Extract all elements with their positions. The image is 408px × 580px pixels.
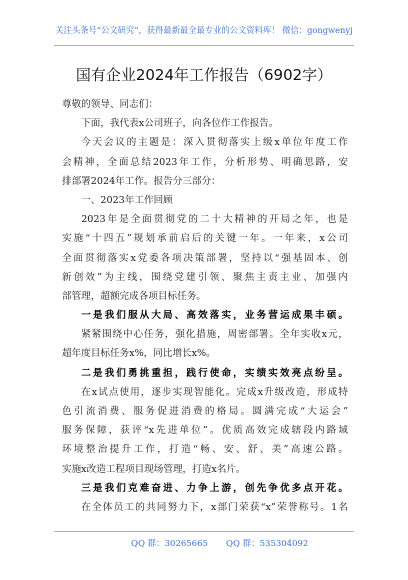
paragraph-line: 全面贯彻落实x党委各项决策部署，坚持以“强基固本、创 — [62, 252, 348, 264]
paragraph-line: 色引流消费、服务促进消费的格局。圆满完成“大运会” — [62, 406, 348, 417]
paragraph-line: 环境整治提升工作，打造“畅、安、舒、美”高速公路。 — [62, 444, 348, 456]
paragraph-line: 2023年是全面贯彻党的二十大精神的开局之年，也是 — [81, 214, 348, 226]
paragraph-line: 尊敬的领导、同志们： — [62, 99, 158, 110]
paragraph-line: 会精神，全面总结2023年工作，分析形势、明确思路，安 — [62, 156, 348, 168]
paragraph-line: 超年度目标任务x%，同比增长x%。 — [62, 348, 216, 360]
paragraph-line: 排部署2024年工作。报告分三部分： — [62, 175, 221, 187]
qq-group-1: QQ 群：30265665 — [131, 539, 208, 549]
paragraph-line: 一、2023年工作回顾 — [81, 194, 173, 206]
section-heading-line: 一是我们服从大局、高效落实，业务营运成果丰硕。 — [81, 310, 348, 322]
paragraph-line: 实施x改造工程项目现场管理，打造x名片。 — [62, 463, 246, 475]
paragraph-line: 在x试点使用，逐步实现智能化。完成x升级改造，形成特 — [81, 386, 348, 398]
paragraph-line: 服务保障，获评“x先进单位”。优质高效完成辖段内路域 — [62, 425, 348, 437]
section-heading-line: 二是我们勇挑重担，践行使命，实绩实效亮点纷呈。 — [81, 367, 348, 379]
paragraph-line: 紧紧围绕中心任务，强化措施，周密部署。全年实收x元， — [81, 329, 348, 341]
paragraph-line: 今天会议的主题是：深入贯彻落实上级x单位年度工作 — [81, 137, 348, 149]
section-heading-line: 三是我们克难奋进、力争上游，创先争优多点开花。 — [81, 482, 348, 494]
paragraph-line: 部管理，超额完成各项目标任务。 — [62, 290, 206, 302]
paragraph-line: 在全体员工的共同努力下，x部门荣获“x”荣誉称号。1名 — [81, 501, 348, 513]
footer-divider — [54, 531, 354, 532]
promo-banner: 关注头条号“公文研究”，获得最新最全最专业的公文资料库！ 微信：gongwenyj — [55, 25, 353, 35]
paragraph-line: 新创效”为主线，围绕党建引领、聚焦主责主业、加强内 — [62, 271, 348, 283]
document-title: 国有企业2024年工作报告（6902字） — [75, 66, 333, 84]
document-body — [62, 95, 348, 517]
paragraph-line: 下面，我代表x公司班子，向各位作工作报告。 — [81, 118, 279, 130]
paragraph-line: 实施“十四五”规划承前启后的关键一年。一年来，x公司 — [62, 233, 348, 245]
qq-group-2: QQ 群：535304092 — [226, 539, 309, 549]
header-divider — [54, 45, 354, 46]
